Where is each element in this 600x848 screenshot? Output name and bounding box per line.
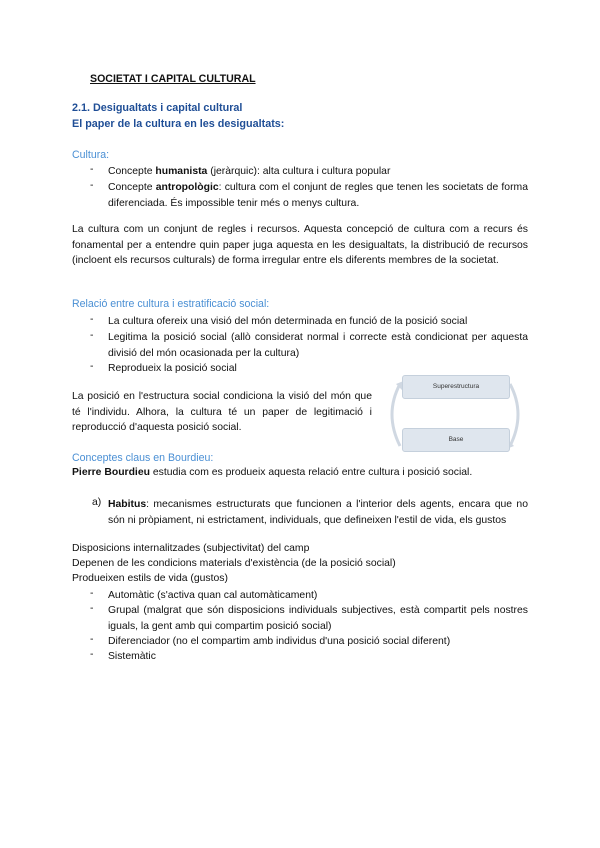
bullet-dash: - <box>90 361 94 372</box>
section-heading: 2.1. Desigualtats i capital cultural <box>72 102 243 114</box>
list-item: Sistemàtic <box>108 651 156 662</box>
relacio-heading: Relació entre cultura i estratificació social: <box>72 298 270 310</box>
habitus-item: Habitus: mecanismes estructurats que funcionen a l'interior dels agents, encara que no són ni pròpiament, ni estrictament, individuals, que defineixen l'estil de vida, els gustos <box>108 499 528 526</box>
bullet-dash: - <box>90 314 94 325</box>
diagram-box-bottom: Base <box>402 428 510 452</box>
bullet-dash: - <box>90 649 94 660</box>
list-item: Concepte humanista (jeràrquic): alta cultura i cultura popular <box>108 166 391 177</box>
diagram-box-top: Superestructura <box>402 375 510 399</box>
paragraph: La cultura com un conjunt de regles i recursos. Aquesta concepció de cultura com a recurs és fonamental per a entendre quin paper juga aquesta en les desigualtats, la distribució de recursos (incloent els recursos culturals) de forma irregular entre els diferents membres de la societat. <box>72 224 528 267</box>
bourdieu-heading: Conceptes claus en Bourdieu: <box>72 452 214 464</box>
text-line: Produeixen estils de vida (gustos) <box>72 573 228 584</box>
list-item: Concepte antropològic: cultura com el conjunt de regles que tenen les societats de forma diferenciada. És impossible tenir més o menys cultura. <box>108 182 528 209</box>
list-marker: a) <box>92 497 102 508</box>
bullet-dash: - <box>90 164 94 175</box>
text-line: Depenen de les condicions materials d'existència (de la posició social) <box>72 558 396 569</box>
list-item: Diferenciador (no el compartim amb individus d'una posició social diferent) <box>108 636 451 647</box>
page-title: SOCIETAT I CAPITAL CULTURAL <box>90 73 256 85</box>
superstructure-diagram <box>382 374 528 456</box>
list-item: La cultura ofereix una visió del món determinada en funció de la posició social <box>108 316 468 327</box>
list-item: Grupal (malgrat que són disposicions individuals subjectives, està compartit pels nostres iguals, la gent amb qui compartim posició social) <box>108 605 528 632</box>
list-item: Reprodueix la posició social <box>108 363 237 374</box>
bullet-dash: - <box>90 588 94 599</box>
bullet-dash: - <box>90 180 94 191</box>
cultura-heading: Cultura: <box>72 149 110 161</box>
subsection-heading: El paper de la cultura en les desigualtats: <box>72 118 285 130</box>
bullet-dash: - <box>90 330 94 341</box>
bourdieu-intro: Pierre Bourdieu estudia com es produeix aquesta relació entre cultura i posició social. <box>72 467 473 478</box>
bullet-dash: - <box>90 634 94 645</box>
paragraph: La posició en l'estructura social condiciona la visió del món que té l'individu. Alhora, la cultura té un paper de legitimació i reproducció d'aquesta posició social. <box>72 391 372 434</box>
bullet-dash: - <box>90 603 94 614</box>
list-item: Automàtic (s'activa quan cal automàticament) <box>108 590 318 601</box>
list-item: Legitima la posició social (allò considerat normal i correcte està condicionat per aquesta divisió del món ocasionada per la cultura) <box>108 332 528 359</box>
text-line: Disposicions internalitzades (subjectivitat) del camp <box>72 543 310 554</box>
